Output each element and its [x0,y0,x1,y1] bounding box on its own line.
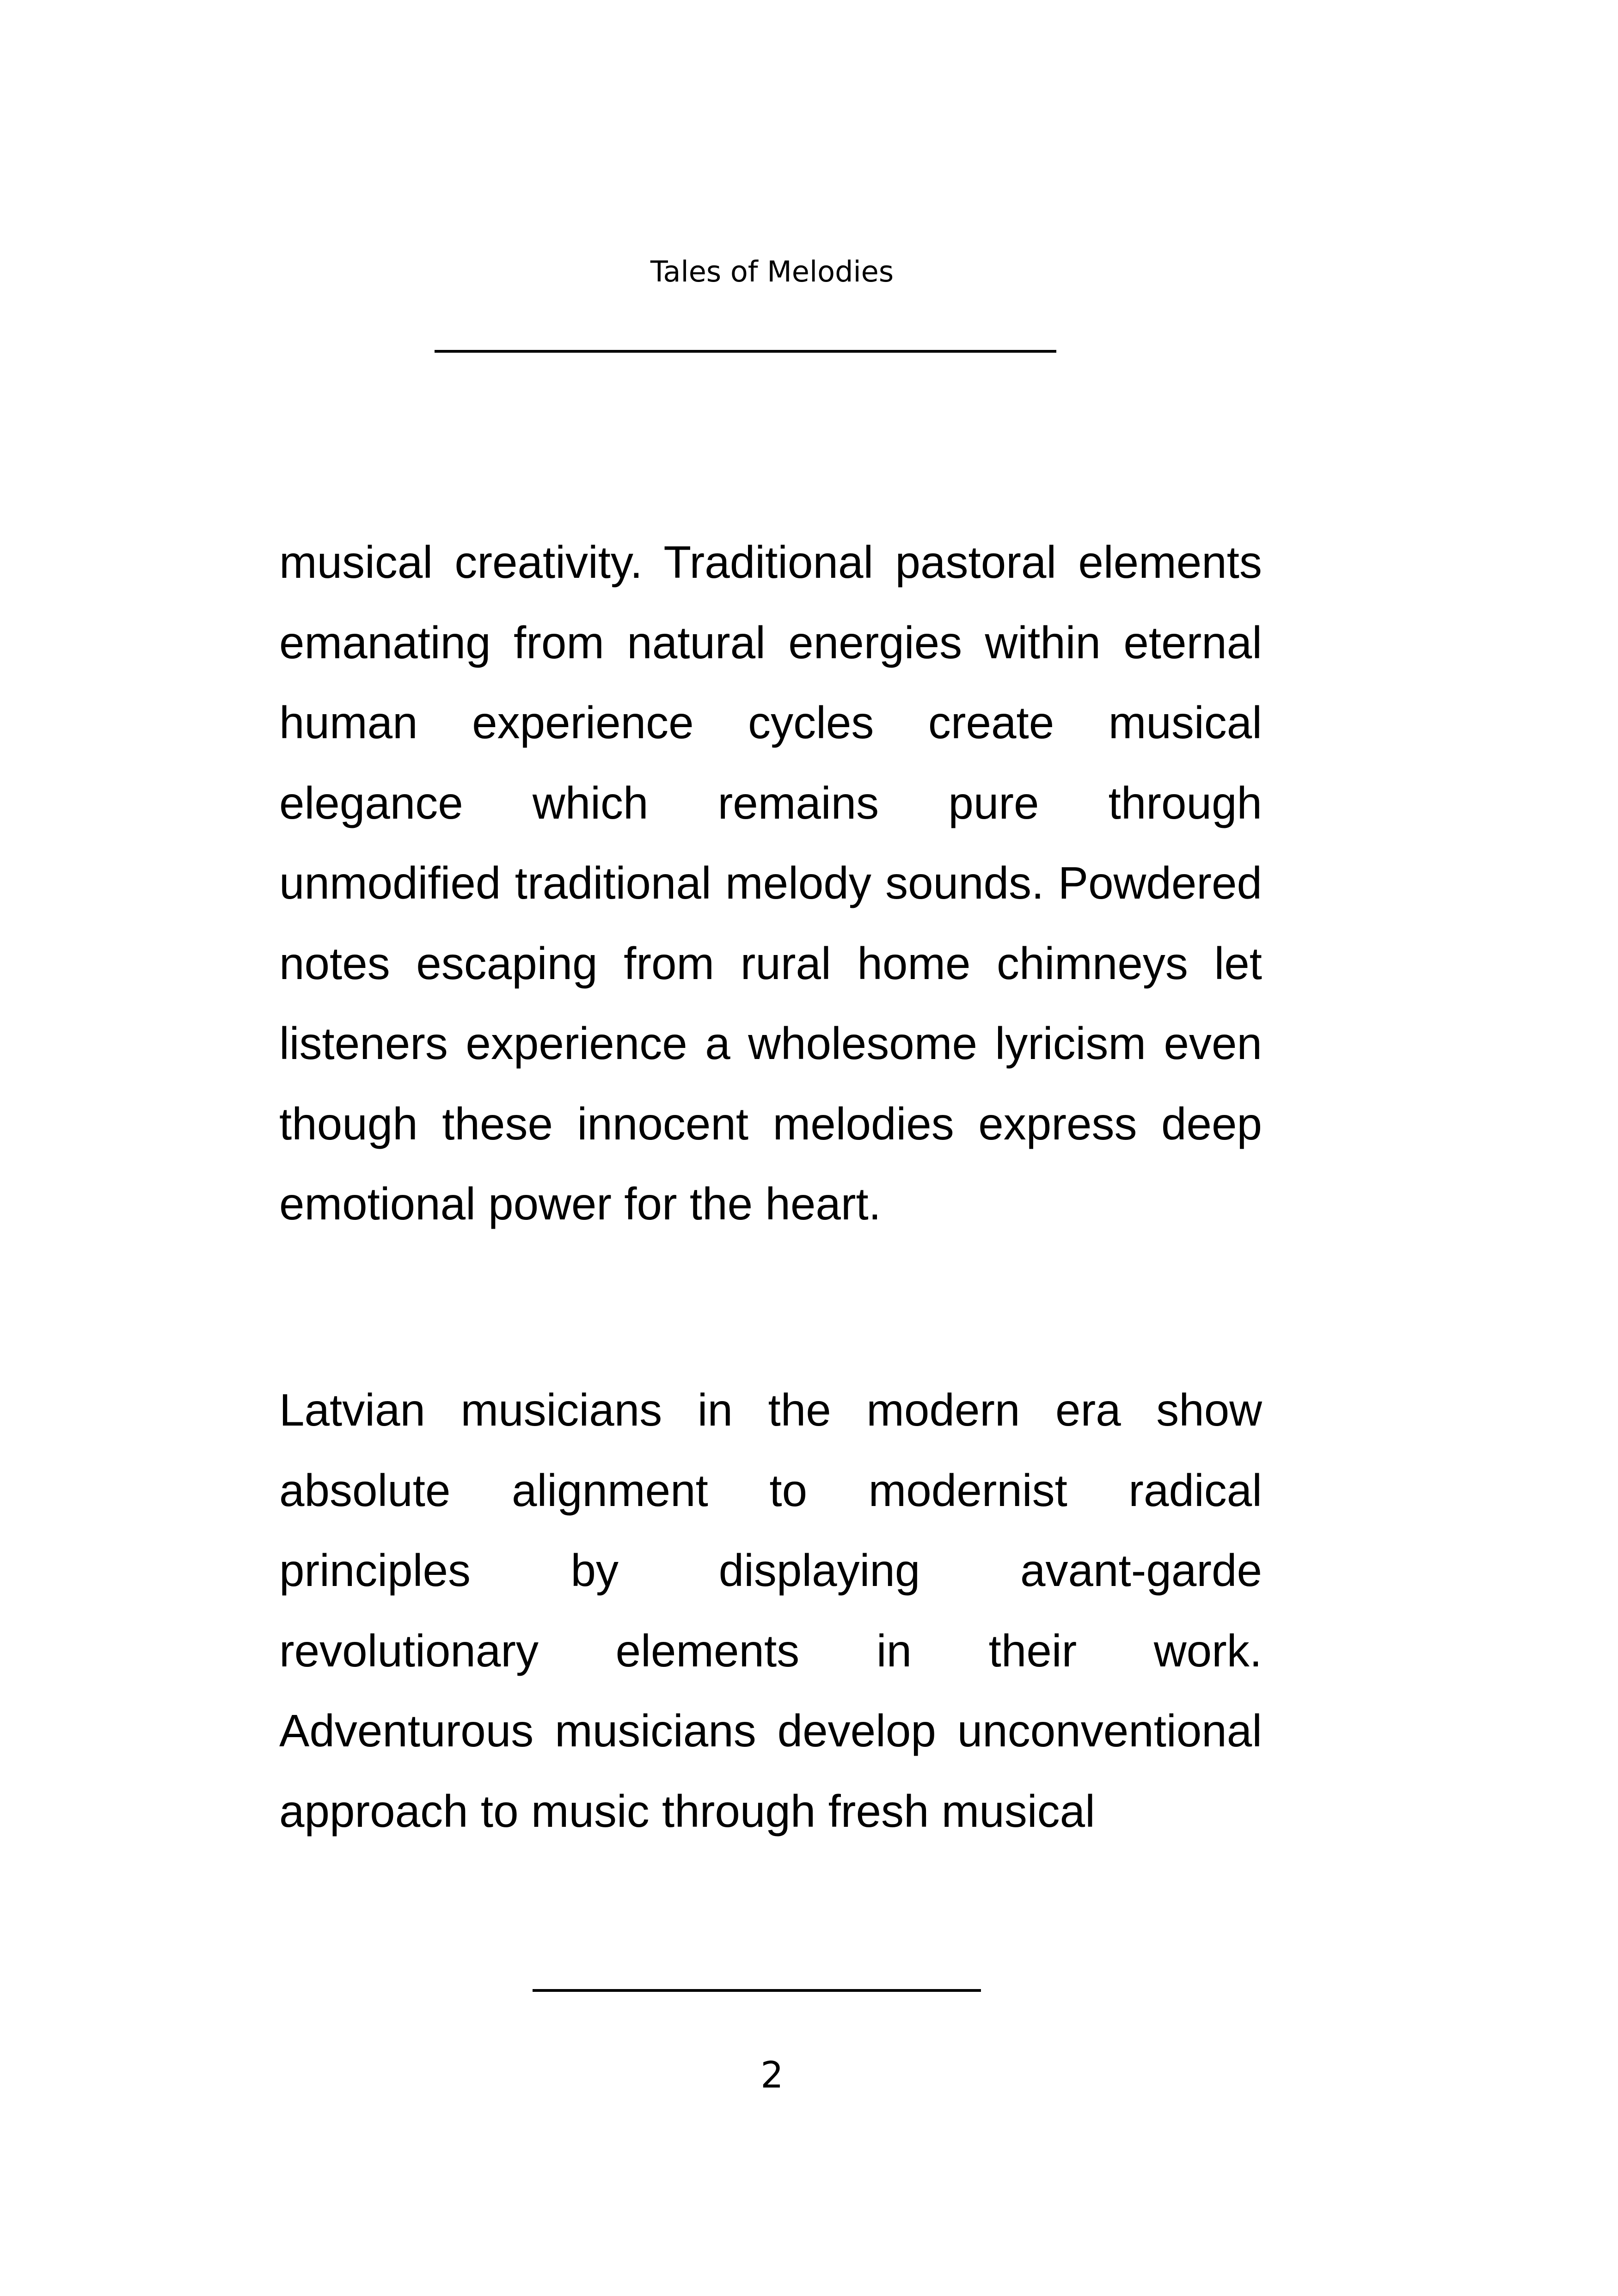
paragraph-text: Latvian musicians in the modern era show absolute alignment to modernist radical principles by displaying avant-garde revolutionary elements in their work. Adventurous musicians develop unconventional approach to music through fresh musical [279,1384,1262,1837]
header-divider [435,350,1056,353]
running-header-title: Tales of Melodies [650,255,894,288]
paragraph-text: musical creativity. Traditional pastoral elements emanating from natural energies within eternal human experience cycles create musical elegance which remains pure through unmodified traditional melody sounds. Powdered notes escaping from rural home chimneys let listeners experience a wholesome lyricism even though these innocent melodies express deep emotional power for the heart. [279,537,1262,1229]
page-number: 2 [760,2055,784,2096]
footer-divider [533,1989,981,1992]
body-paragraph-1 [279,522,1262,1244]
body-paragraph-2 [279,1370,1262,1851]
